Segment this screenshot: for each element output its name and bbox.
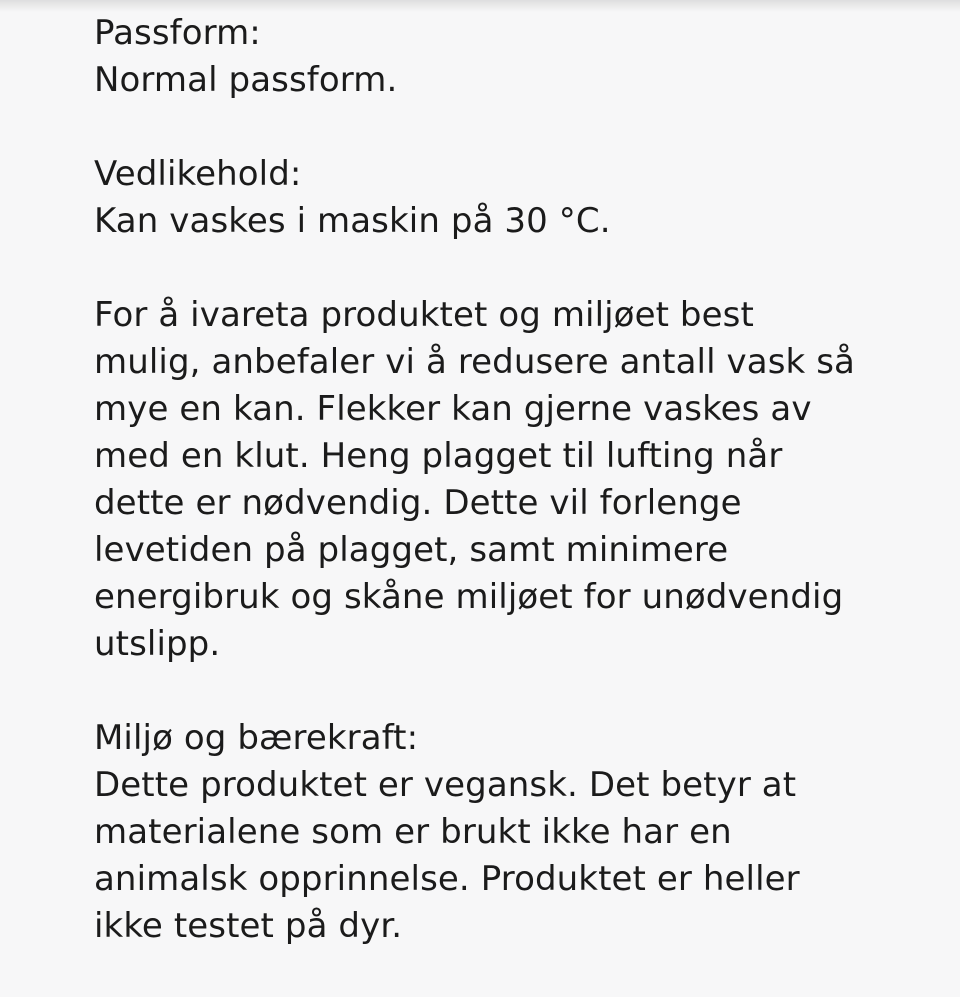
sustainability-line: ikke testet på dyr. bbox=[94, 906, 403, 946]
care-advice-section bbox=[94, 292, 894, 668]
sustainability-line: animalsk opprinnelse. Produktet er heller bbox=[94, 859, 800, 899]
care-advice-line: mulig, anbefaler vi å redusere antall vask så bbox=[94, 342, 855, 382]
care-heading: Vedlikehold: bbox=[94, 154, 302, 194]
care-advice-line: energibruk og skåne miljøet for unødvendig bbox=[94, 577, 844, 617]
product-description bbox=[94, 10, 894, 997]
care-advice-line: utslipp. bbox=[94, 624, 221, 664]
fit-text: Normal passform. bbox=[94, 60, 398, 100]
sustainability-line: materialene som er brukt ikke har en bbox=[94, 812, 732, 852]
sustainability-line: Dette produktet er vegansk. Det betyr at bbox=[94, 765, 797, 805]
sustainability-section bbox=[94, 715, 894, 950]
sustainability-heading: Miljø og bærekraft: bbox=[94, 718, 419, 758]
care-text: Kan vaskes i maskin på 30 °C. bbox=[94, 201, 611, 241]
fit-heading: Passform: bbox=[94, 13, 261, 53]
fit-section bbox=[94, 10, 894, 104]
care-advice-line: levetiden på plagget, samt minimere bbox=[94, 530, 729, 570]
care-advice-line: For å ivareta produktet og miljøet best bbox=[94, 295, 754, 335]
care-advice-line: mye en kan. Flekker kan gjerne vaskes av bbox=[94, 389, 812, 429]
care-section bbox=[94, 151, 894, 245]
care-advice-line: med en klut. Heng plagget til lufting når bbox=[94, 436, 783, 476]
care-advice-line: dette er nødvendig. Dette vil forlenge bbox=[94, 483, 742, 523]
